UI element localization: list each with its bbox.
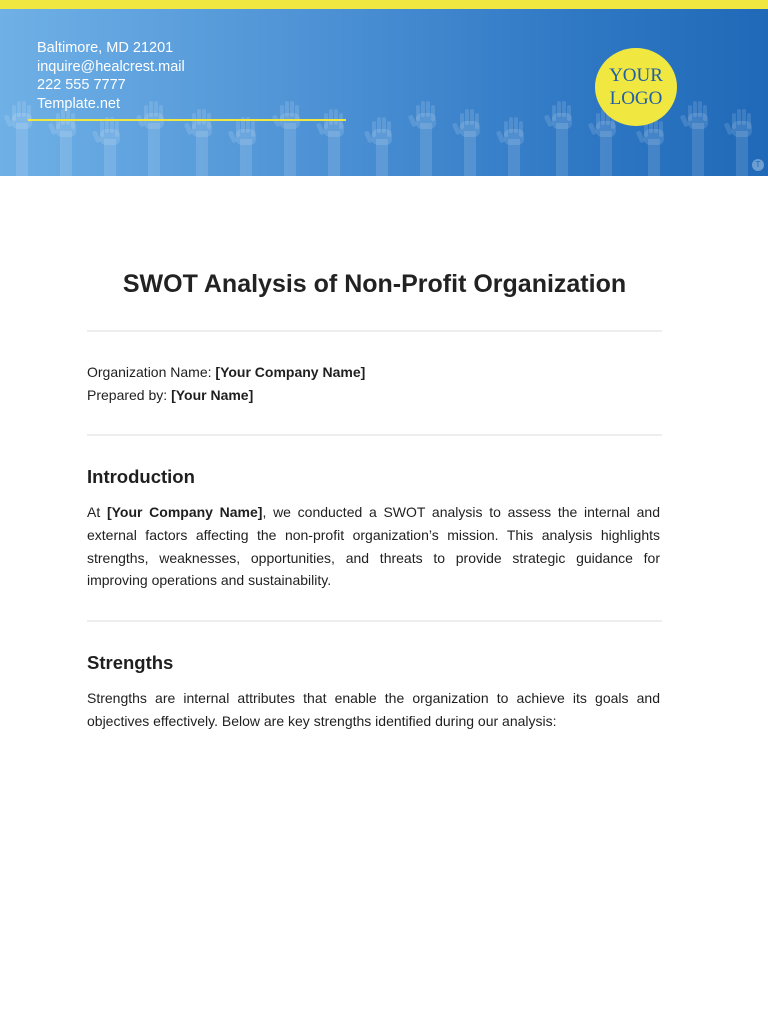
address-text: Baltimore, MD 21201 bbox=[37, 40, 174, 56]
introduction-paragraph bbox=[87, 501, 660, 592]
header-banner bbox=[0, 9, 768, 176]
raised-hand-shape bbox=[636, 117, 664, 176]
strengths-heading: Strengths bbox=[87, 652, 174, 673]
raised-hand-shape bbox=[408, 101, 436, 176]
intro-body: , we conducted a SWOT analysis to assess the internal and external factors affecting the non-profit organization’s mission. This analysis highlights strengths, weaknesses, opportunities, and threats to provide strategic guidance for improving operations and sustainability. bbox=[87, 504, 661, 589]
company-logo bbox=[595, 48, 677, 126]
title-divider bbox=[87, 330, 662, 332]
phone-text: 222 555 7777 bbox=[37, 77, 126, 94]
raised-hand-shape bbox=[4, 101, 32, 176]
intro-lead: At bbox=[87, 504, 101, 520]
organization-name-field bbox=[87, 363, 365, 381]
document-title: SWOT Analysis of Non-Profit Organization bbox=[122, 270, 627, 298]
logo-line-1: YOUR bbox=[609, 65, 663, 86]
fields-divider bbox=[87, 434, 662, 436]
raised-hand-shape bbox=[452, 109, 480, 176]
template-mark-icon: T bbox=[752, 159, 764, 171]
organization-name-value: [Your Company Name] bbox=[215, 364, 366, 380]
top-accent-stripe bbox=[0, 0, 768, 9]
raised-hand-shape bbox=[228, 117, 256, 176]
organization-name-label: Organization Name: bbox=[87, 364, 212, 380]
header-divider bbox=[28, 119, 346, 121]
prepared-by-field bbox=[87, 386, 253, 404]
intro-company-name: [Your Company Name] bbox=[106, 504, 263, 520]
raised-hand-shape bbox=[92, 117, 120, 176]
raised-hand-shape bbox=[496, 117, 524, 176]
prepared-by-label: Prepared by: bbox=[87, 387, 168, 403]
raised-hand-shape bbox=[272, 101, 300, 176]
contact-info bbox=[37, 39, 185, 114]
email-text: inquire@healcrest.mail bbox=[37, 58, 185, 75]
prepared-by-value: [Your Name] bbox=[171, 387, 254, 403]
introduction-heading: Introduction bbox=[87, 466, 195, 487]
raised-hand-shape bbox=[724, 109, 752, 176]
logo-line-2: LOGO bbox=[609, 88, 663, 109]
website-text: Template.net bbox=[37, 96, 121, 113]
raised-hand-shape bbox=[544, 101, 572, 176]
strengths-paragraph: Strengths are internal attributes that enable the organization to achieve its goals and objectives effectively. Below are key strengths identified during our analysis: bbox=[87, 690, 660, 729]
introduction-divider bbox=[87, 620, 662, 622]
raised-hand-shape bbox=[680, 101, 708, 176]
raised-hand-shape bbox=[364, 117, 392, 176]
